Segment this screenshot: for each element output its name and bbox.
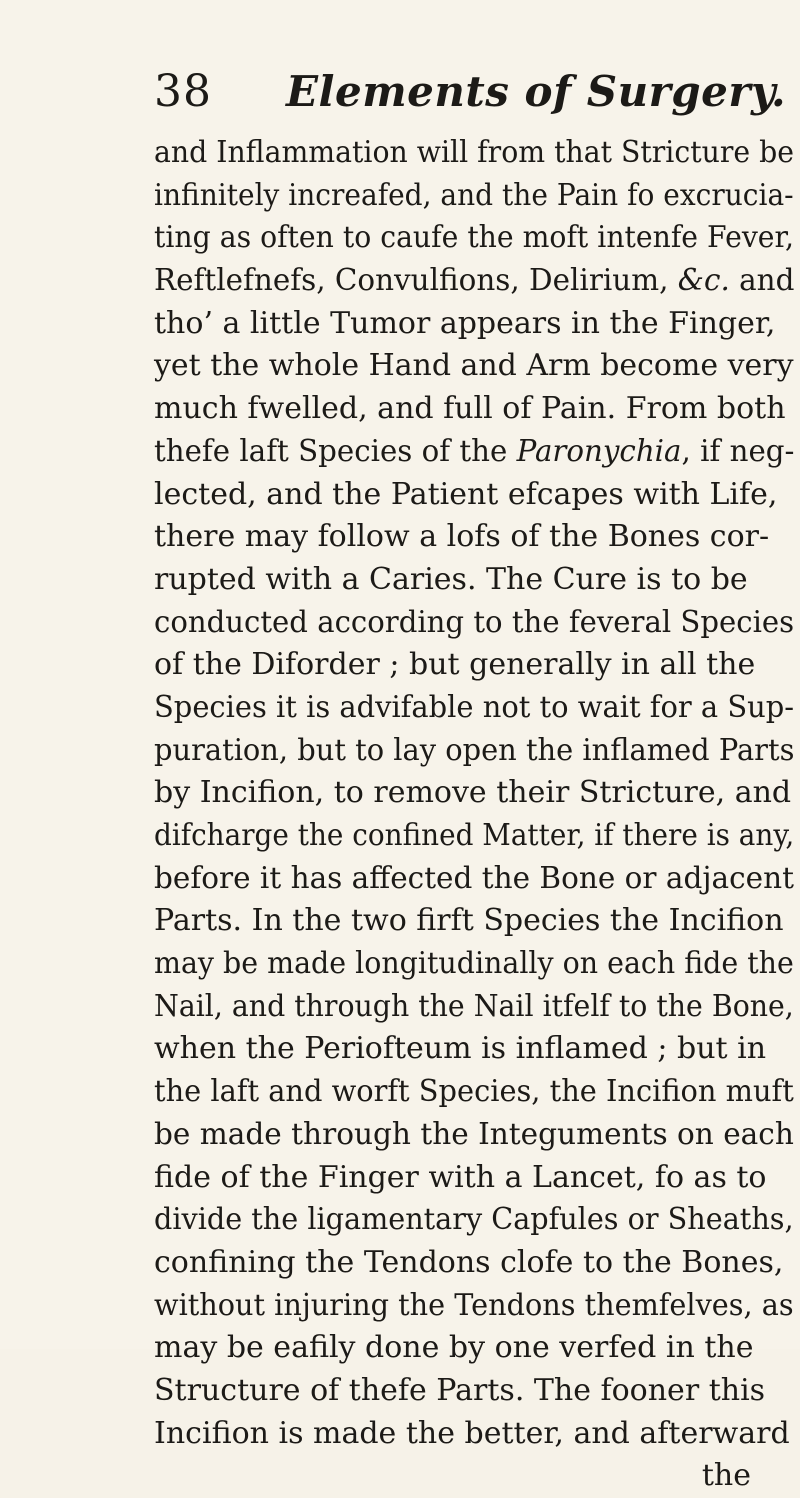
text-line: the laft and worft Species, the Incifion muft: [154, 1074, 794, 1110]
text-line: conducted according to the feveral Species: [154, 604, 795, 640]
text-line: by Incifion, to remove their Stricture, and: [154, 775, 792, 811]
text-line: may be eafily done by one verfed in the: [154, 1330, 754, 1366]
text-line: yet the whole Hand and Arm become very: [154, 348, 794, 384]
running-title: Elements of Surgery.: [286, 67, 787, 116]
catchword: the: [701, 1458, 751, 1494]
text-line: of the Diforder ; but generally in all the: [154, 647, 756, 683]
text-line: Incifion is made the better, and afterward: [154, 1415, 790, 1451]
text-line: infinitely increafed, and the Pain fo excrucia-: [154, 177, 794, 213]
text-line: Reftlefnefs, Convulfions, Delirium, &c. and: [154, 263, 795, 299]
text-line: Structure of thefe Parts. The fooner this: [154, 1372, 766, 1408]
text-line: may be made longitudinally on each fide the: [154, 946, 794, 982]
text-line: rupted with a Caries. The Cure is to be: [154, 561, 748, 597]
text-line: be made through the Integuments on each: [154, 1116, 794, 1152]
text-line: there may follow a lofs of the Bones cor-: [154, 519, 770, 555]
text-line: divide the ligamentary Capfules or Sheaths,: [154, 1202, 794, 1238]
text-line: and Inflammation will from that Stricture be: [154, 135, 795, 170]
text-line: lected, and the Patient efcapes with Life,: [154, 476, 778, 512]
text-line: before it has affected the Bone or adjacent: [154, 860, 794, 896]
text-line: difcharge the confined Matter, if there is any,: [154, 818, 795, 853]
italic-term: Paronychia: [516, 433, 682, 469]
text-line: Species it is advifable not to wait for a Sup-: [154, 689, 795, 725]
text-line: ting as often to caufe the moft intenfe Fever,: [154, 220, 794, 256]
italic-term: &c.: [677, 263, 730, 299]
text-line: tho’ a little Tumor appears in the Finger,: [154, 305, 776, 341]
text-line: Nail, and through the Nail itfelf to the Bone,: [154, 988, 794, 1024]
text-line: thefe laft Species of the Paronychia, if neg-: [154, 433, 795, 469]
page-number: 38: [154, 66, 212, 117]
text-line: when the Periofteum is inflamed ; but in: [154, 1031, 767, 1067]
page-header: [0, 0, 800, 140]
text-line: much fwelled, and full of Pain. From both: [154, 391, 786, 427]
text-line: without injuring the Tendons themfelves, as: [154, 1287, 794, 1323]
text-line: puration, but to lay open the inflamed Parts: [154, 732, 795, 768]
text-line: confining the Tendons clofe to the Bones,: [154, 1244, 784, 1280]
text-line: fide of the Finger with a Lancet, fo as to: [154, 1159, 767, 1195]
body-text: [154, 132, 794, 1498]
text-line: Parts. In the two firft Species the Incifion: [154, 903, 784, 939]
